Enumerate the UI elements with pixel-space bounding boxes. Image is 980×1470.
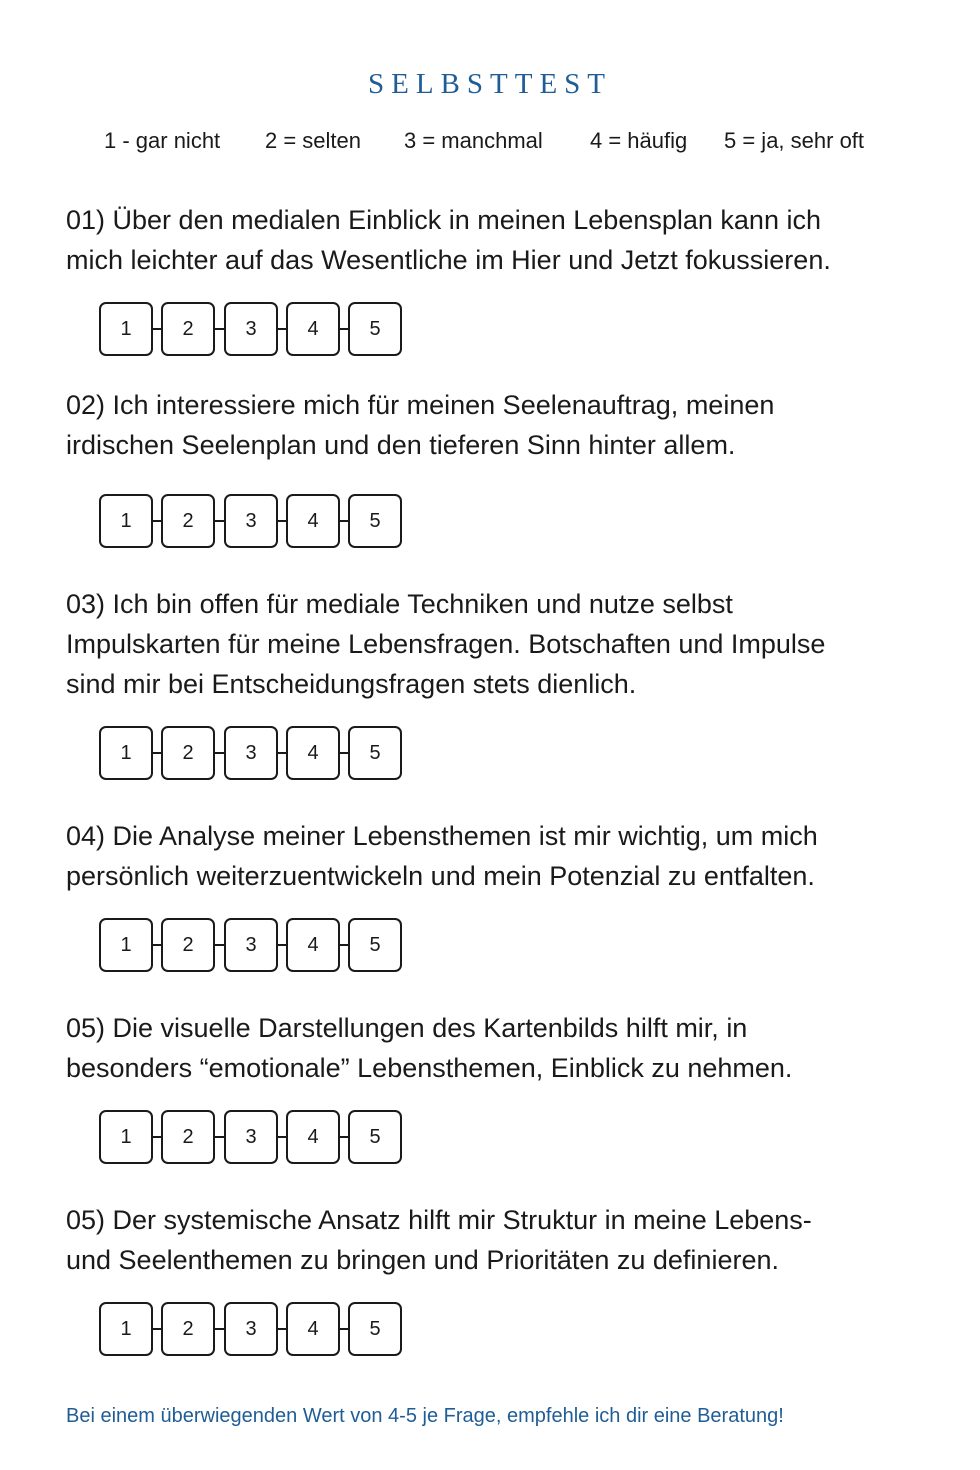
legend-item-3: 3 = manchmal (404, 128, 543, 153)
question-5-option-3[interactable]: 3 (224, 1110, 278, 1164)
question-3-option-5[interactable]: 5 (348, 726, 402, 780)
legend-item-4: 4 = häufig (590, 128, 688, 153)
legend-item-1: 1 - gar nicht (104, 128, 221, 153)
question-5-option-5[interactable]: 5 (348, 1110, 402, 1164)
question-6-option-1[interactable]: 1 (99, 1302, 153, 1356)
question-4-line-1: 04) Die Analyse meiner Lebensthemen ist mir wichtig, um mich (66, 821, 818, 851)
question-1-line-1: 01) Über den medialen Einblick in meinen Lebensplan kann ich (66, 205, 821, 235)
question-1-option-5[interactable]: 5 (348, 302, 402, 356)
question-3-text (66, 584, 946, 704)
question-3-scale (99, 726, 399, 780)
question-1-option-2[interactable]: 2 (161, 302, 215, 356)
question-4-option-4[interactable]: 4 (286, 918, 340, 972)
question-1-scale (99, 302, 399, 356)
question-6-option-5[interactable]: 5 (348, 1302, 402, 1356)
question-2-option-1[interactable]: 1 (99, 494, 153, 548)
question-2-option-4[interactable]: 4 (286, 494, 340, 548)
question-4-text (66, 816, 946, 896)
question-6-line-2: und Seelenthemen zu bringen und Prioritäten zu definieren. (66, 1245, 779, 1275)
question-2-line-2: irdischen Seelenplan und den tieferen Sinn hinter allem. (66, 430, 736, 460)
question-5-option-1[interactable]: 1 (99, 1110, 153, 1164)
page-title: SELBSTTEST (367, 68, 612, 100)
question-3-line-3: sind mir bei Entscheidungsfragen stets dienlich. (66, 669, 637, 699)
question-6-scale (99, 1302, 399, 1356)
question-2-option-5[interactable]: 5 (348, 494, 402, 548)
question-3-option-1[interactable]: 1 (99, 726, 153, 780)
question-2-option-2[interactable]: 2 (161, 494, 215, 548)
question-5-option-2[interactable]: 2 (161, 1110, 215, 1164)
question-4-line-2: persönlich weiterzuentwickeln und mein Potenzial zu entfalten. (66, 861, 815, 891)
question-2-text (66, 385, 946, 465)
question-6-line-1: 05) Der systemische Ansatz hilft mir Struktur in meine Lebens- (66, 1205, 812, 1235)
question-1-option-1[interactable]: 1 (99, 302, 153, 356)
question-6-text (66, 1200, 946, 1280)
question-1-option-4[interactable]: 4 (286, 302, 340, 356)
question-2-line-1: 02) Ich interessiere mich für meinen Seelenauftrag, meinen (66, 390, 775, 420)
question-4-option-3[interactable]: 3 (224, 918, 278, 972)
question-5-option-4[interactable]: 4 (286, 1110, 340, 1164)
question-5-scale (99, 1110, 399, 1164)
question-3-option-4[interactable]: 4 (286, 726, 340, 780)
legend-item-5: 5 = ja, sehr oft (724, 128, 865, 153)
question-4-option-1[interactable]: 1 (99, 918, 153, 972)
question-2-option-3[interactable]: 3 (224, 494, 278, 548)
question-1-text (66, 200, 946, 280)
question-3-option-2[interactable]: 2 (161, 726, 215, 780)
question-1-line-2: mich leichter auf das Wesentliche im Hier und Jetzt fokussieren. (66, 245, 831, 275)
question-5-line-1: 05) Die visuelle Darstellungen des Kartenbilds hilft mir, in (66, 1013, 748, 1043)
question-4-option-2[interactable]: 2 (161, 918, 215, 972)
question-4-option-5[interactable]: 5 (348, 918, 402, 972)
question-6-option-3[interactable]: 3 (224, 1302, 278, 1356)
recommendation-note: Bei einem überwiegenden Wert von 4-5 je Frage, empfehle ich dir eine Beratung! (66, 1405, 784, 1427)
question-3-line-2: Impulskarten für meine Lebensfragen. Botschaften und Impulse (66, 629, 826, 659)
question-4-scale (99, 918, 399, 972)
question-1-option-3[interactable]: 3 (224, 302, 278, 356)
question-6-option-2[interactable]: 2 (161, 1302, 215, 1356)
question-3-line-1: 03) Ich bin offen für mediale Techniken und nutze selbst (66, 589, 733, 619)
question-6-option-4[interactable]: 4 (286, 1302, 340, 1356)
question-5-text (66, 1008, 946, 1088)
question-3-option-3[interactable]: 3 (224, 726, 278, 780)
legend-item-2: 2 = selten (265, 128, 362, 153)
question-5-line-2: besonders “emotionale” Lebensthemen, Einblick zu nehmen. (66, 1053, 793, 1083)
question-2-scale (99, 494, 399, 548)
